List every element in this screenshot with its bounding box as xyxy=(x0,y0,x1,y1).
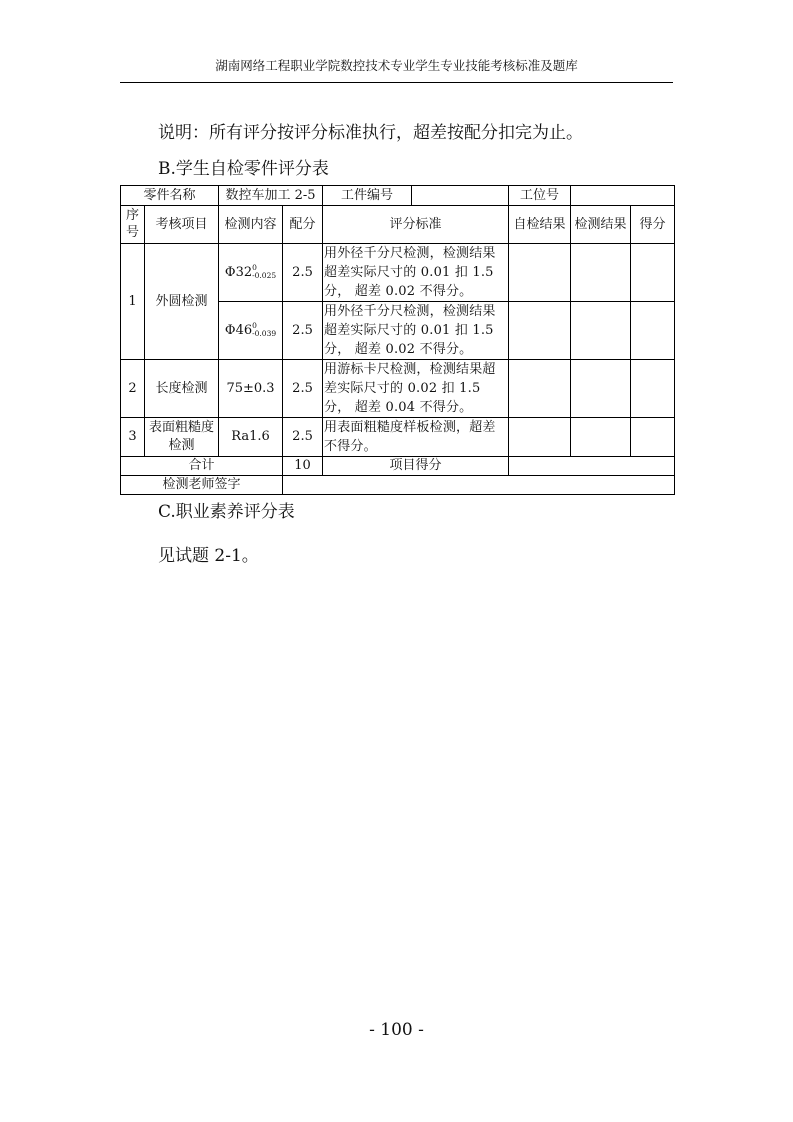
total-value: 10 xyxy=(283,457,323,476)
part-name-label: 零件名称 xyxy=(121,186,219,206)
row-score: 2.5 xyxy=(283,418,323,457)
section-c-title: C.职业素养评分表 xyxy=(158,502,295,522)
row-standard: 用外径千分尺检测，检测结果超差实际尺寸的 0.01 扣 1.5 分， 超差 0.02 不得分。 xyxy=(323,302,509,360)
column-header-row xyxy=(121,206,675,244)
points-cell[interactable] xyxy=(631,244,675,302)
self-check-cell[interactable] xyxy=(509,360,571,418)
row-content: 75±0.3 xyxy=(219,360,283,418)
total-row xyxy=(121,457,675,476)
col-self-check: 自检结果 xyxy=(509,206,571,244)
points-cell[interactable] xyxy=(631,418,675,457)
section-b-title: B.学生自检零件评分表 xyxy=(158,159,329,179)
signature-value[interactable] xyxy=(283,476,675,495)
table-row xyxy=(121,244,675,302)
section-c-reference: 见试题 2-1。 xyxy=(158,546,259,566)
project-score-label: 项目得分 xyxy=(323,457,509,476)
row-content: Ra1.6 xyxy=(219,418,283,457)
row-content: Φ46 0 -0.039 xyxy=(219,302,283,360)
col-item: 考核项目 xyxy=(145,206,219,244)
points-cell[interactable] xyxy=(631,302,675,360)
self-check-cell[interactable] xyxy=(509,418,571,457)
part-name-value: 数控车加工 2-5 xyxy=(219,186,323,206)
tolerance: 0 -0.039 xyxy=(252,321,277,338)
col-points: 得分 xyxy=(631,206,675,244)
self-check-cell[interactable] xyxy=(509,302,571,360)
row-no: 2 xyxy=(121,360,145,418)
self-check-score-table xyxy=(120,185,675,495)
header-rule xyxy=(120,82,673,83)
col-inspect: 检测结果 xyxy=(571,206,631,244)
workpiece-no-label: 工件编号 xyxy=(323,186,412,205)
station-value[interactable] xyxy=(571,186,675,206)
row-item: 表面粗糙度检测 xyxy=(145,418,219,457)
row-standard: 用游标卡尺检测，检测结果超差实际尺寸的 0.02 扣 1.5 分， 超差 0.04 不得分。 xyxy=(323,360,509,418)
workpiece-cell xyxy=(323,186,509,206)
workpiece-no-value[interactable] xyxy=(412,186,508,205)
row-score: 2.5 xyxy=(283,244,323,302)
row-standard: 用表面粗糙度样板检测，超差不得分。 xyxy=(323,418,509,457)
info-row xyxy=(121,186,675,206)
row-no: 3 xyxy=(121,418,145,457)
page-header: 湖南网络工程职业学院数控技术专业学生专业技能考核标准及题库 xyxy=(215,58,578,73)
inspect-cell[interactable] xyxy=(571,360,631,418)
col-score: 配分 xyxy=(283,206,323,244)
col-content: 检测内容 xyxy=(219,206,283,244)
row-item: 外圆检测 xyxy=(145,244,219,360)
inspect-cell[interactable] xyxy=(571,302,631,360)
inspect-cell[interactable] xyxy=(571,418,631,457)
row-item: 长度检测 xyxy=(145,360,219,418)
row-score: 2.5 xyxy=(283,302,323,360)
row-score: 2.5 xyxy=(283,360,323,418)
row-content: Φ32 0 -0.025 xyxy=(219,244,283,302)
total-label: 合计 xyxy=(121,457,283,476)
project-score-value[interactable] xyxy=(509,457,675,476)
col-no: 序号 xyxy=(121,206,145,244)
inspect-cell[interactable] xyxy=(571,244,631,302)
tolerance: 0 -0.025 xyxy=(252,263,277,280)
table-row xyxy=(121,360,675,418)
self-check-cell[interactable] xyxy=(509,244,571,302)
signature-row xyxy=(121,476,675,495)
row-standard: 用外径千分尺检测，检测结果超差实际尺寸的 0.01 扣 1.5 分， 超差 0.02 不得分。 xyxy=(323,244,509,302)
table-row xyxy=(121,418,675,457)
points-cell[interactable] xyxy=(631,360,675,418)
col-standard: 评分标准 xyxy=(323,206,509,244)
scoring-note: 说明：所有评分按评分标准执行，超差按配分扣完为止。 xyxy=(158,123,583,143)
signature-label: 检测老师签字 xyxy=(121,476,283,495)
row-no: 1 xyxy=(121,244,145,360)
page-number: - 100 - xyxy=(369,1020,424,1040)
station-label: 工位号 xyxy=(509,186,571,206)
